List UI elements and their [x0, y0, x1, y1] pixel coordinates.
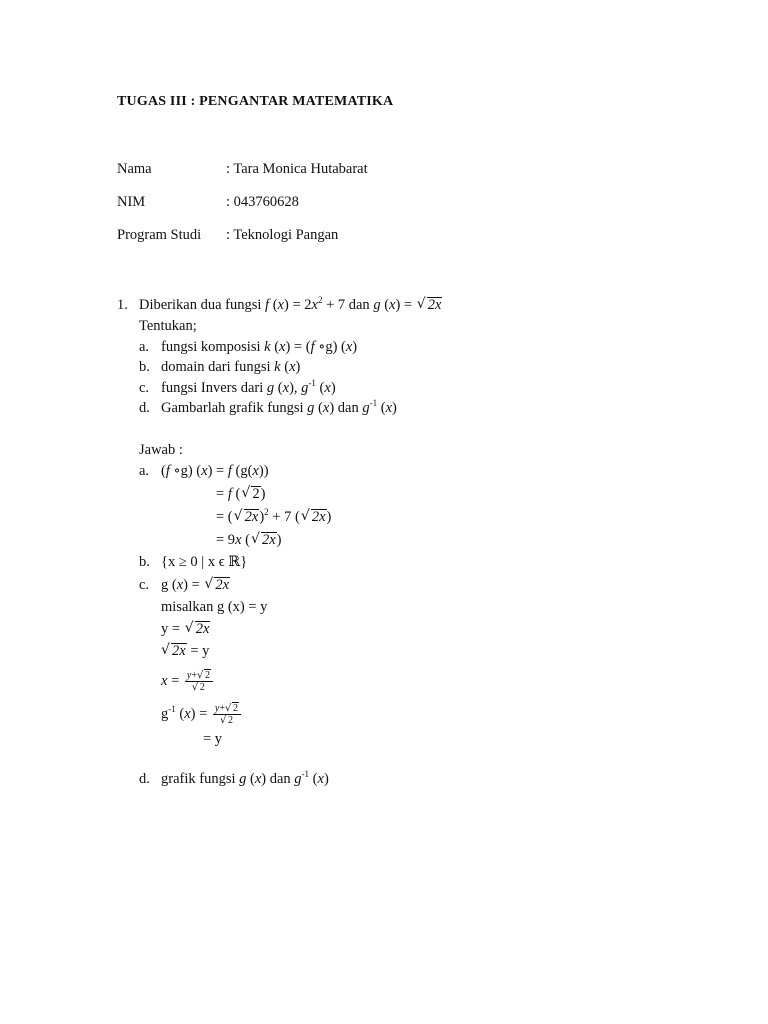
question-line: 1. Diberikan dua fungsi f $(x) = 2x^2 + 7$ dan g (x) = √ 2x [117, 295, 442, 313]
tentukan-label: Tentukan; [139, 318, 197, 334]
answer-c-misalkan: misalkan g (x) = y [161, 599, 268, 615]
nama-label: Nama [117, 161, 152, 177]
answer-c-line4: √ 2x = y [161, 642, 210, 659]
answer-a-line1: a. (f ∘g) (x) = f (g(x)) [139, 463, 269, 479]
prodi-value: : Teknologi Pangan [226, 227, 339, 243]
answer-b: b. {x ≥ 0 | x ϵ ℝ} [139, 554, 248, 570]
nim-label: NIM [117, 194, 146, 210]
domain-set: {x ≥ 0 | x ϵ ℝ} [161, 554, 248, 570]
answer-c-line7: = y [203, 731, 223, 747]
answer-label: Jawab : [139, 442, 183, 458]
answer-c-line1: c. g (x) = √ 2x [139, 576, 230, 593]
question-item-d: d. Gambarlah grafik fungsi g (x) dan $g^{-1}$ (x) [139, 398, 397, 416]
question-item-c: c. fungsi Invers dari g (x), $g^{-1}$ (x) [139, 378, 336, 396]
answer-c-line3: y = √ 2x [161, 620, 210, 637]
answer-c-line5: x = y+ √ 2 √ 2 [161, 666, 213, 696]
answer-c-line6: $g^{-1}$ (x) = y+ √ 2 √ 2 [161, 699, 241, 729]
answer-a-line2: = f ( √ 2) [216, 485, 266, 502]
nama-value: : Tara Monica Hutabarat [226, 161, 368, 177]
nim-value: : 043760628 [226, 194, 299, 210]
question-item-b: b. domain dari fungsi k (x) [139, 359, 301, 375]
prodi-label: Program Studi [117, 227, 202, 243]
document-title: TUGAS III : PENGANTAR MATEMATIKA [117, 94, 394, 109]
question-intro: Diberikan dua fungsi [139, 297, 262, 313]
question-number: 1. [117, 297, 128, 313]
answer-a-line4: = 9x ( √ 2x) [216, 531, 282, 548]
answer-d: d. grafik fungsi g (x) dan $g^{-1}$ (x) [139, 769, 329, 787]
answer-a-line3: = ( √ 2x)$^2$ + 7 ( √ 2x) [216, 507, 332, 525]
sqrt-expression: √ 2x [416, 296, 442, 313]
question-item-a: a. fungsi komposisi k (x) = (f ∘g) (x) [139, 339, 358, 355]
